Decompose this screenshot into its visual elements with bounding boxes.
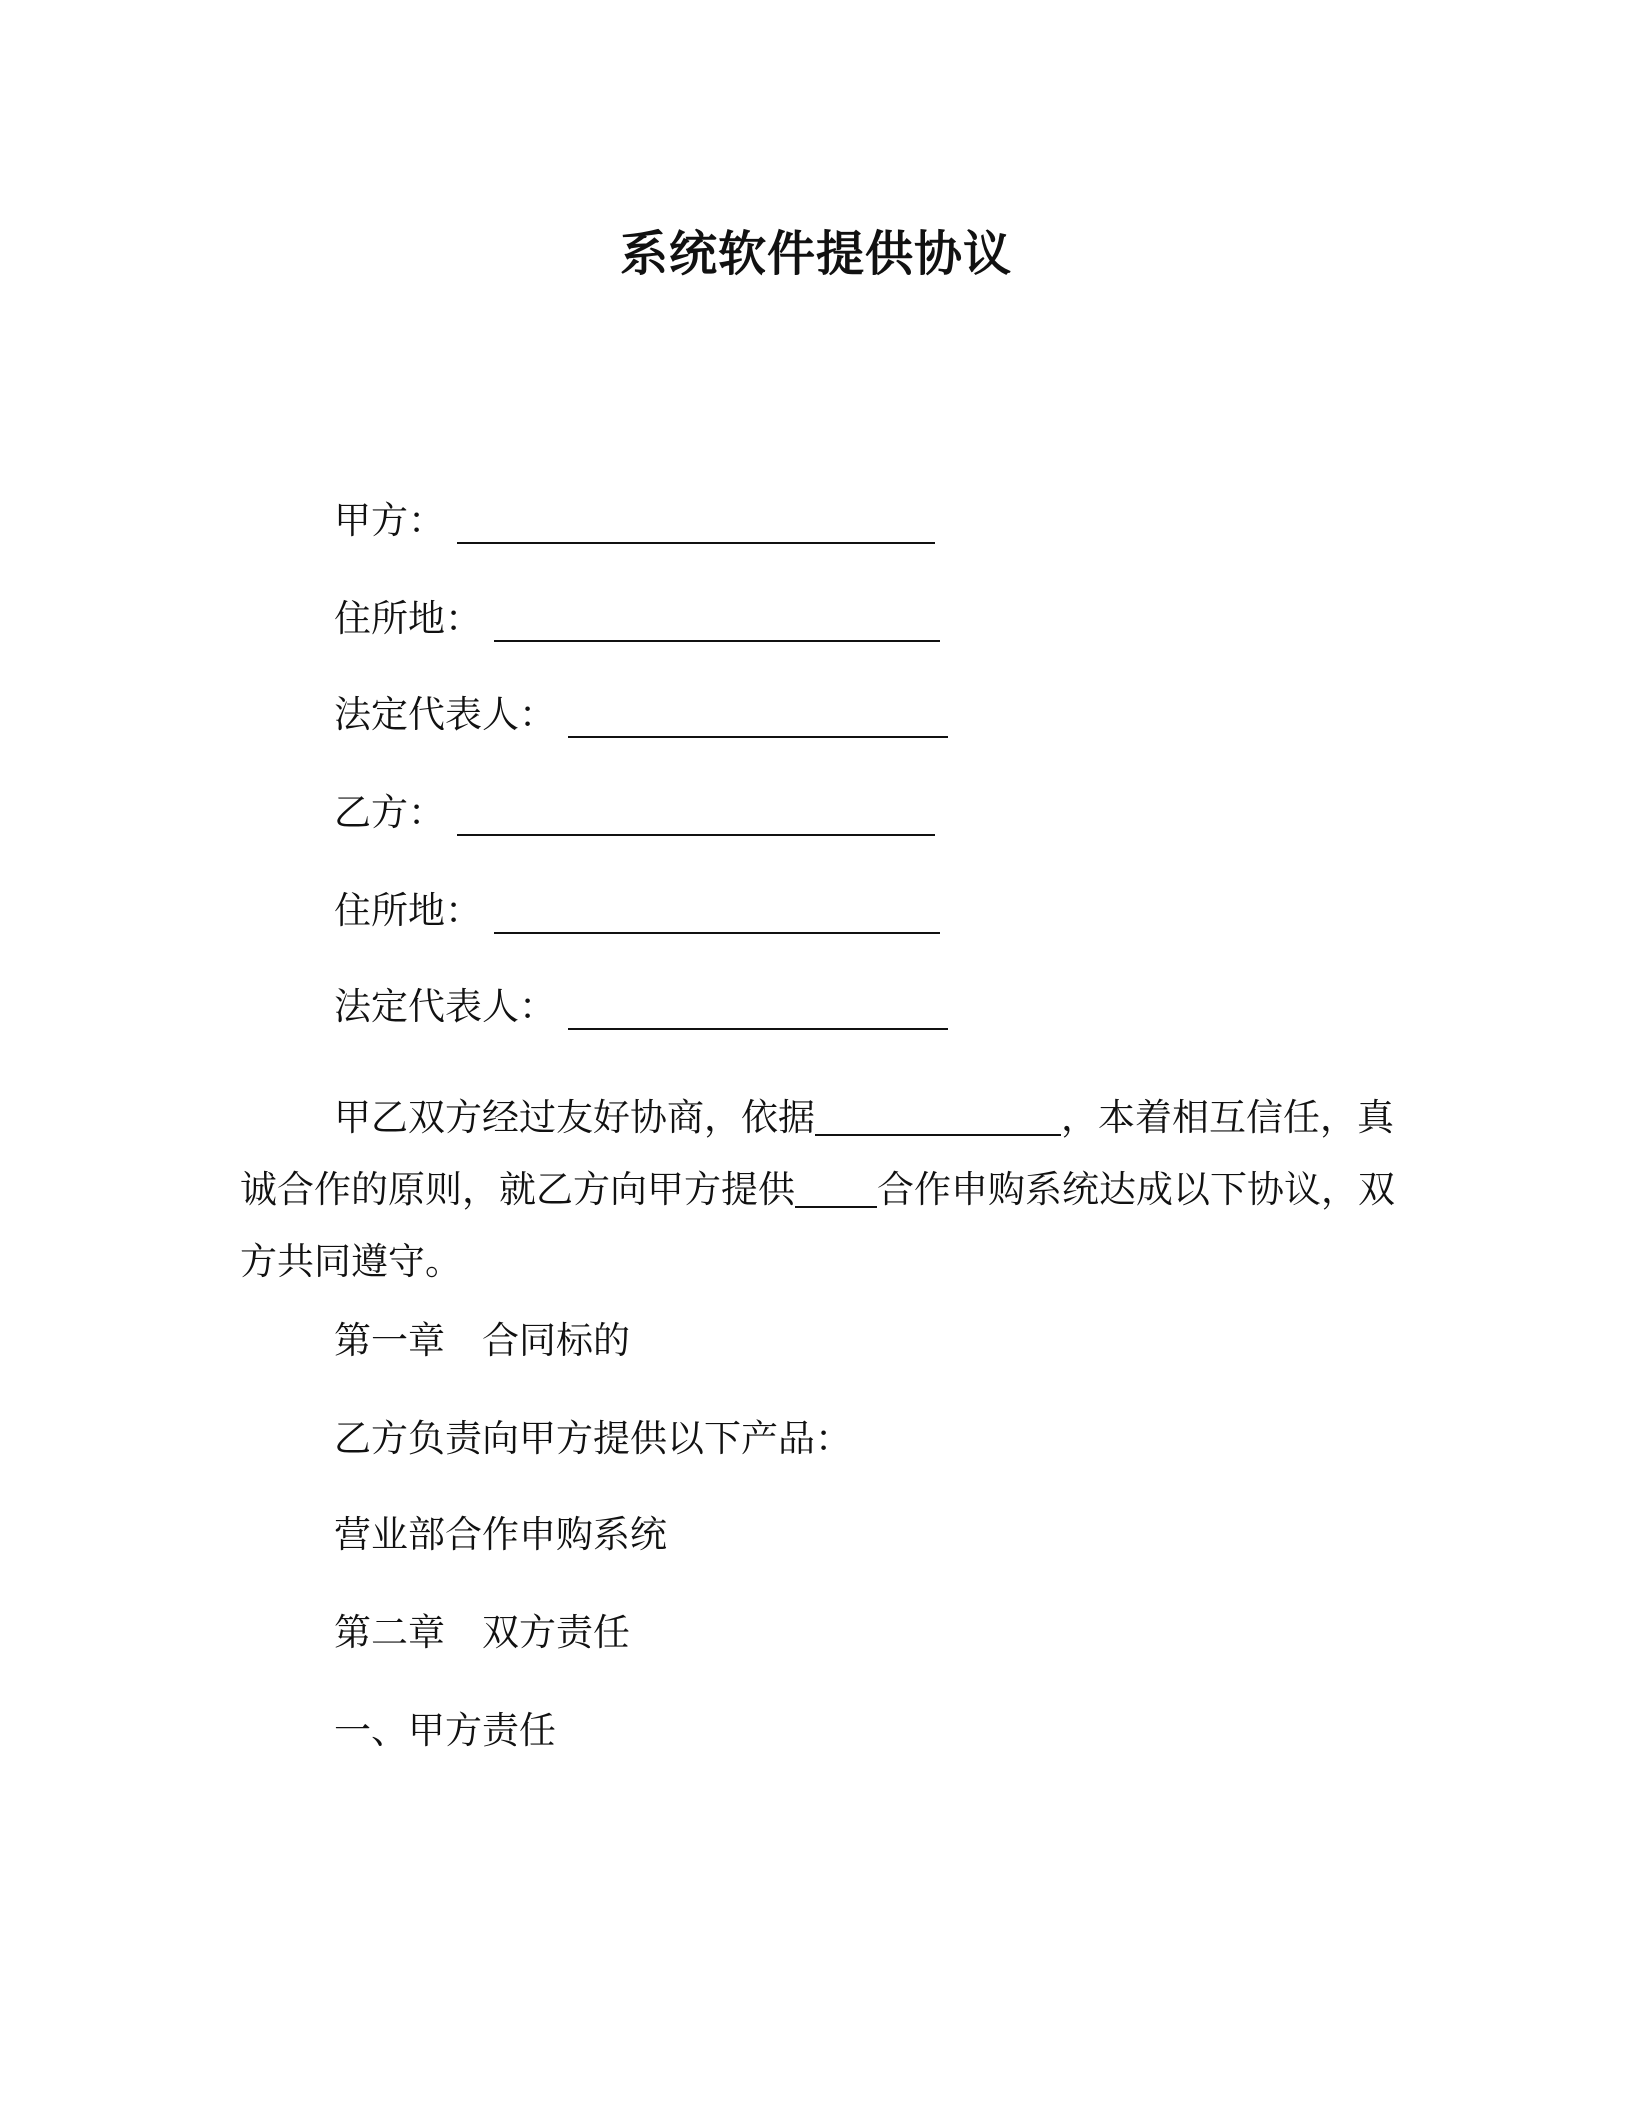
party-b-label: 乙方： xyxy=(334,791,445,834)
basis-blank[interactable] xyxy=(815,1094,1061,1136)
party-b-representative-blank[interactable] xyxy=(568,988,948,1030)
section-1-heading: 一、甲方责任 xyxy=(334,1709,556,1752)
party-b-address-field xyxy=(334,886,940,936)
product-name: 营业部合作申购系统 xyxy=(334,1513,667,1556)
party-b-address-blank[interactable] xyxy=(494,892,940,934)
chapter-2-heading: 第二章 双方责任 xyxy=(334,1611,630,1654)
chapter-1-text: 乙方负责向甲方提供以下产品： xyxy=(334,1417,852,1460)
party-b-representative-field xyxy=(334,982,948,1032)
party-a-address-label: 住所地： xyxy=(334,597,482,640)
party-b-field xyxy=(334,788,935,838)
party-a-field xyxy=(334,496,935,546)
intro-text-part2: ，本着相互信任，真诚合作的原则，就乙方向甲方提供 xyxy=(240,1096,1394,1211)
intro-text-part3: 合作申购系统达成以下协议，双方共同遵守。 xyxy=(240,1168,1395,1283)
party-b-blank[interactable] xyxy=(457,794,935,836)
party-b-address-label: 住所地： xyxy=(334,889,482,932)
party-a-representative-label: 法定代表人： xyxy=(334,693,556,736)
party-a-address-field xyxy=(334,594,940,644)
party-a-representative-field xyxy=(334,690,948,740)
chapter-1-heading: 第一章 合同标的 xyxy=(334,1319,630,1362)
party-a-representative-blank[interactable] xyxy=(568,696,948,738)
document-title: 系统软件提供协议 xyxy=(619,226,1012,282)
party-a-blank[interactable] xyxy=(457,502,935,544)
party-b-representative-label: 法定代表人： xyxy=(334,985,556,1028)
intro-paragraph xyxy=(240,1082,1400,1298)
party-a-label: 甲方： xyxy=(334,499,445,542)
intro-text-part1: 甲乙双方经过友好协商，依据 xyxy=(334,1096,815,1139)
party-a-address-blank[interactable] xyxy=(494,600,940,642)
product-blank[interactable] xyxy=(795,1166,877,1208)
